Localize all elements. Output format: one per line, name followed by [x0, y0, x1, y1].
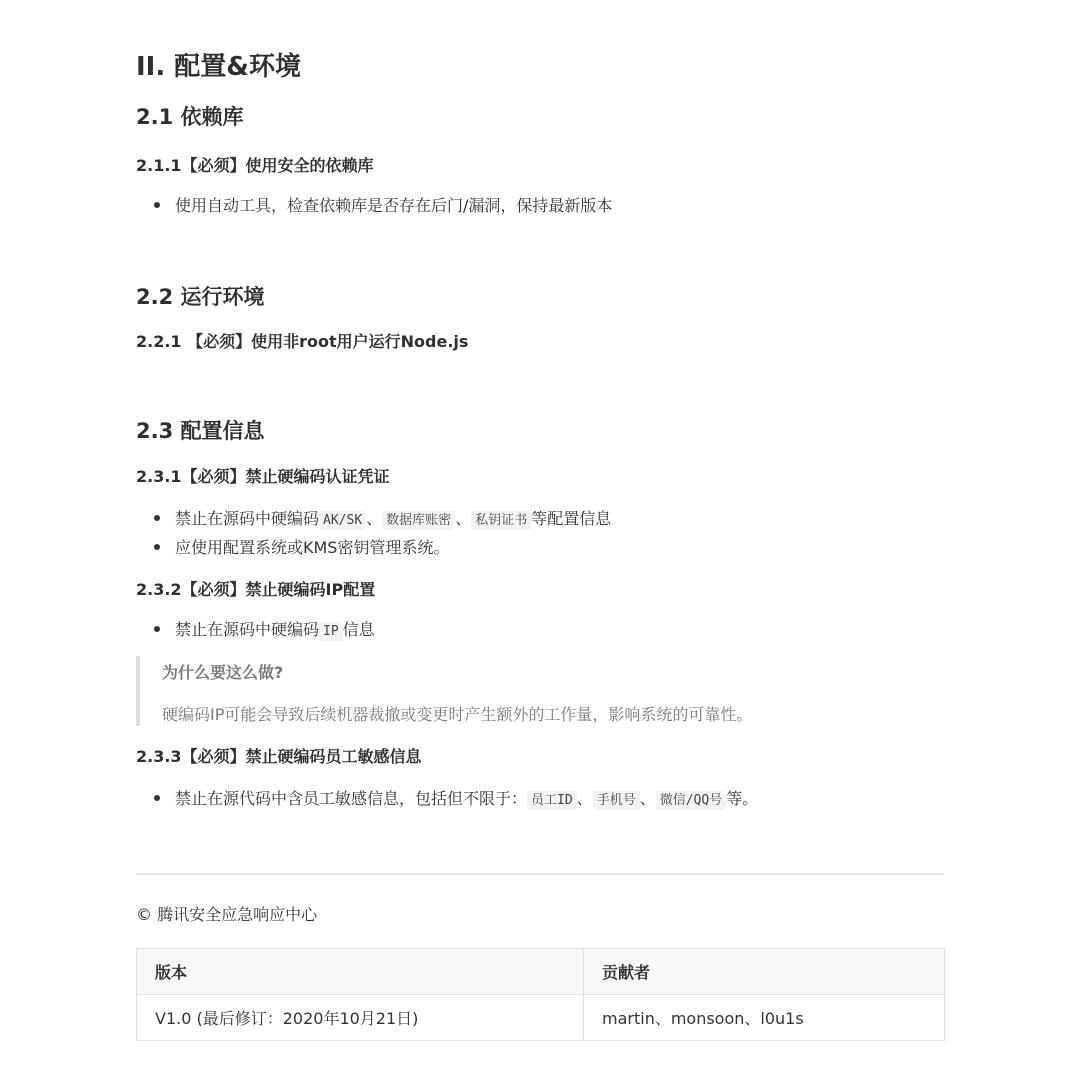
bullet-icon [154, 544, 160, 550]
list-item: 使用自动工具，检查依赖库是否存在后门/漏洞，保持最新版本 [154, 193, 612, 216]
list-item: 应使用配置系统或KMS密钥管理系统。 [154, 535, 449, 558]
bullet-icon [154, 795, 160, 801]
table-header-contributors: 贡献者 [584, 949, 945, 995]
divider [136, 873, 944, 875]
blockquote-title: 为什么要这么做? [162, 663, 284, 682]
list-item: 禁止在源码中硬编码 IP 信息 [154, 617, 375, 640]
heading-safe-dependencies: 2.1.1【必须】使用安全的依赖库 [136, 156, 374, 175]
heading-no-hardcoded-ip: 2.3.2【必须】禁止硬编码IP配置 [136, 580, 376, 599]
inline-code: IP [319, 622, 343, 641]
table-cell-version: V1.0 (最后修订：2020年10月21日) [137, 995, 584, 1041]
list-item: 禁止在源码中硬编码 AK/SK 、 数据库账密 、 私钥证书 等配置信息 [154, 506, 611, 529]
heading-runtime: 2.2 运行环境 [136, 285, 265, 309]
blockquote-text: 硬编码IP可能会导致后续机器裁撤或变更时产生额外的工作量，影响系统的可靠性。 [162, 705, 753, 724]
copyright: © 腾讯安全应急响应中心 [136, 905, 318, 924]
blockquote [136, 656, 948, 726]
inline-code: 微信/QQ号 [656, 791, 726, 810]
section-heading-config-env: II. 配置&环境 [136, 52, 301, 82]
table-row [137, 995, 945, 1041]
heading-no-employee-info: 2.3.3【必须】禁止硬编码员工敏感信息 [136, 747, 422, 766]
bullet-icon [154, 202, 160, 208]
heading-config-info: 2.3 配置信息 [136, 419, 265, 443]
inline-code: 数据库账密 [382, 511, 455, 530]
version-table [136, 948, 945, 1041]
heading-no-hardcoded-credentials: 2.3.1【必须】禁止硬编码认证凭证 [136, 467, 390, 486]
table-header-row [137, 949, 945, 995]
heading-non-root: 2.2.1 【必须】使用非root用户运行Node.js [136, 332, 469, 351]
table-header-version: 版本 [137, 949, 584, 995]
inline-code: 私钥证书 [471, 511, 531, 530]
heading-dependencies: 2.1 依赖库 [136, 105, 244, 129]
inline-code: 手机号 [593, 791, 640, 810]
inline-code: 员工ID [527, 791, 577, 810]
inline-code: AK/SK [319, 511, 366, 530]
list-item: 禁止在源代码中含员工敏感信息，包括但不限于： 员工ID 、 手机号 、 微信/QQ号 等。 [154, 786, 758, 809]
bullet-icon [154, 515, 160, 521]
table-cell-contributors: martin、monsoon、l0u1s [584, 995, 945, 1041]
bullet-icon [154, 626, 160, 632]
